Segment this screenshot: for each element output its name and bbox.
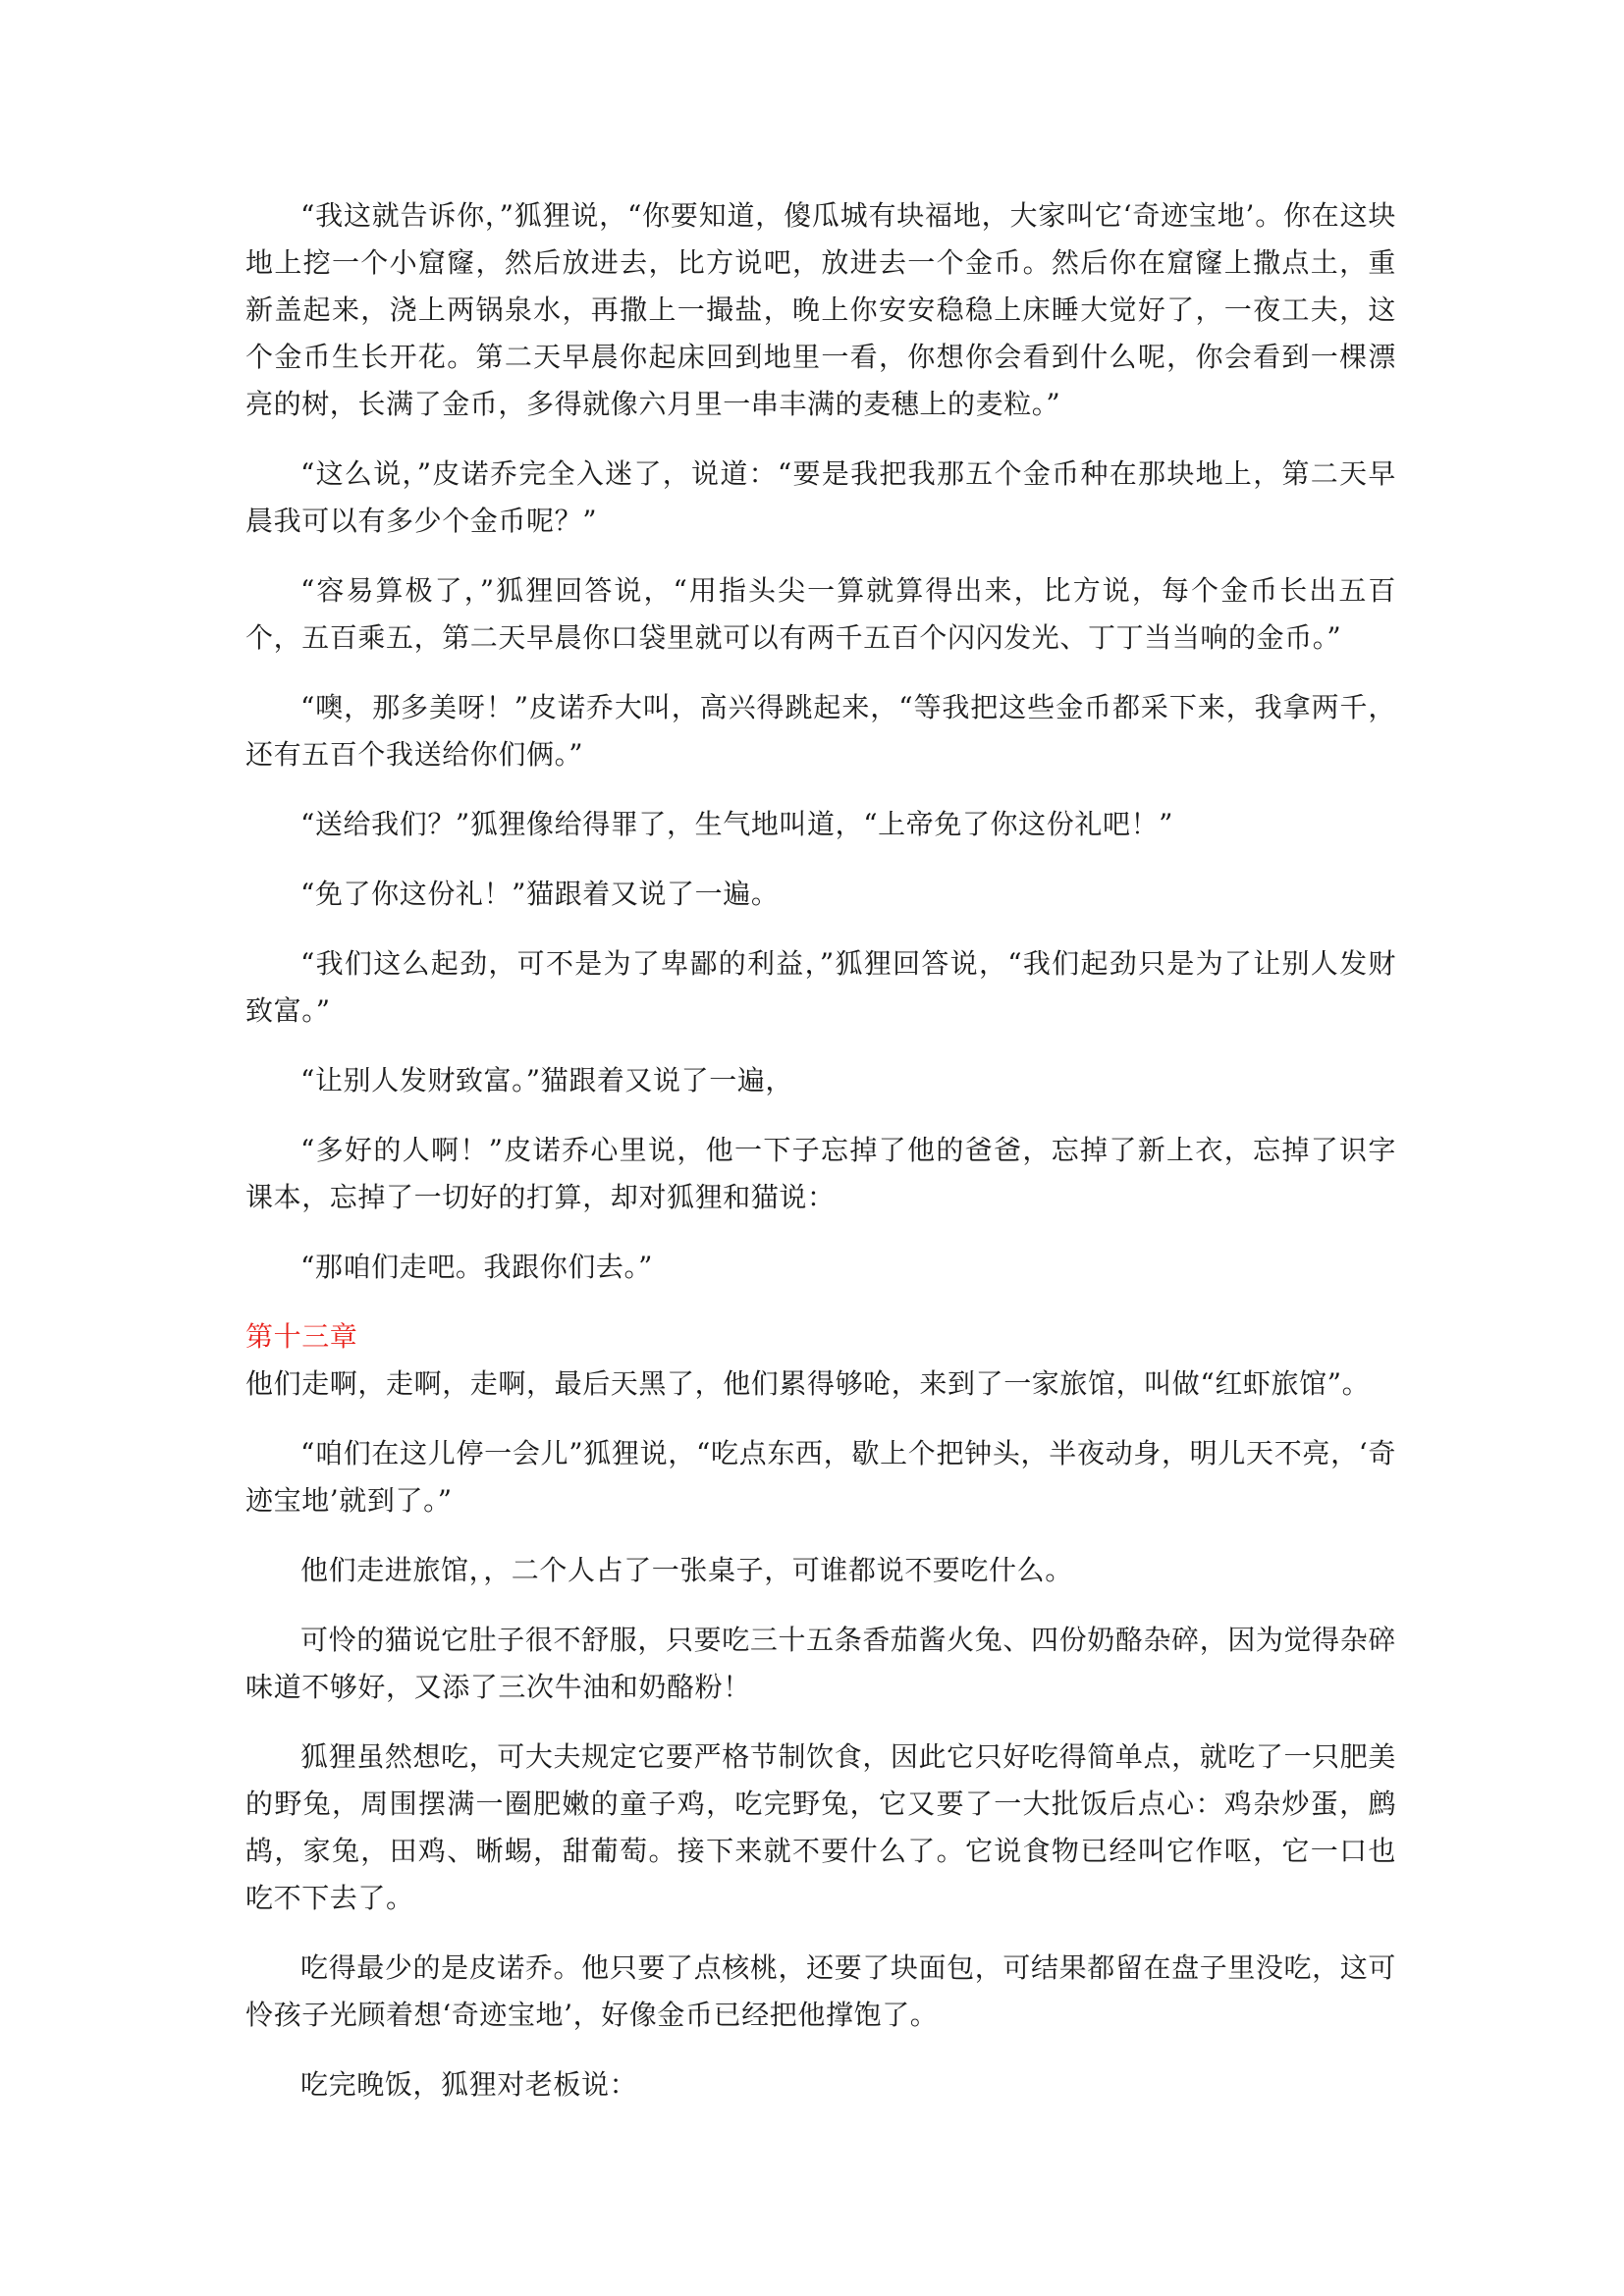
paragraph: 可怜的猫说它肚子很不舒服，只要吃三十五条香茄酱火兔、四份奶酪杂碎，因为觉得杂碎味道不够好，又添了三次牛油和奶酪粉！ — [245, 1624, 1396, 1703]
paragraph: “咱们在这儿停一会儿”狐狸说，“吃点东西，歇上个把钟头，半夜动身，明儿天不亮，‘奇迹宝地’就到了。” — [245, 1437, 1396, 1517]
paragraph: “我们这么起劲，可不是为了卑鄙的利益，”狐狸回答说，“我们起劲只是为了让别人发财致富。” — [245, 947, 1396, 1027]
paragraph: 吃完晚饭，狐狸对老板说： — [300, 2068, 638, 2101]
paragraph: “容易算极了，”狐狸回答说，“用指头尖一算就算得出来，比方说，每个金币长出五百个，五百乘五，第二天早晨你口袋里就可以有两千五百个闪闪发光、丁丁当当响的金币。” — [245, 574, 1396, 654]
paragraph: “噢，那多美呀！”皮诺乔大叫，高兴得跳起来，“等我把这些金币都采下来，我拿两千，还有五百个我送给你们俩。” — [245, 691, 1396, 771]
text-column — [245, 192, 1396, 2131]
chapter-opening-paragraph: 他们走啊，走啊，走啊，最后天黑了，他们累得够呛，来到了一家旅馆，叫做“红虾旅馆”。 — [245, 1367, 1371, 1400]
paragraph: 吃得最少的是皮诺乔。他只要了点核桃，还要了块面包，可结果都留在盘子里没吃，这可怜孩子光顾着想‘奇迹宝地’，好像金币已经把他撑饱了。 — [245, 1951, 1396, 2031]
paragraph: 他们走进旅馆，，二个人占了一张桌子，可谁都说不要吃什么。 — [300, 1554, 1073, 1586]
paragraph: “我这就告诉你，”狐狸说，“你要知道，傻瓜城有块福地，大家叫它‘奇迹宝地’。你在这块地上挖一个小窟窿，然后放进去，比方说吧，放进去一个金币。然后你在窟窿上撒点土，重新盖起来，浇上两锅泉水，再撒上一撮盐，晚上你安安稳稳上床睡大觉好了，一夜工夫，这个金币生长开花。第二天早晨你起床回到地里一看，你想你会看到什么呢，你会看到一棵漂亮的树，长满了金币，多得就像六月里一串丰满的麦穗上的麦粒。” — [245, 199, 1396, 420]
chapter-heading: 第十三章 — [245, 1320, 358, 1353]
paragraph: 狐狸虽然想吃，可大夫规定它要严格节制饮食，因此它只好吃得简单点，就吃了一只肥美的野兔，周围摆满一圈肥嫩的童子鸡，吃完野兔，它又要了一大批饭后点心：鸡杂炒蛋，鹧鸪，家兔，田鸡、晰蜴，甜葡萄。接下来就不要什么了。它说食物已经叫它作呕，它一口也吃不下去了。 — [245, 1740, 1396, 1914]
paragraph: “那咱们走吧。我跟你们去。” — [300, 1251, 654, 1283]
paragraph: “免了你这份礼！”猫跟着又说了一遍。 — [300, 878, 780, 910]
paragraph: “这么说，”皮诺乔完全入迷了，说道：“要是我把我那五个金币种在那块地上，第二天早晨我可以有多少个金币呢？” — [245, 457, 1396, 537]
paragraph: “送给我们？”狐狸像给得罪了，生气地叫道，“上帝免了你这份礼吧！” — [300, 808, 1174, 840]
paragraph: “多好的人啊！”皮诺乔心里说，他一下子忘掉了他的爸爸，忘掉了新上衣，忘掉了识字课本，忘掉了一切好的打算，却对狐狸和猫说： — [245, 1134, 1396, 1213]
paragraph: “让别人发财致富。”猫跟着又说了一遍， — [300, 1064, 794, 1096]
